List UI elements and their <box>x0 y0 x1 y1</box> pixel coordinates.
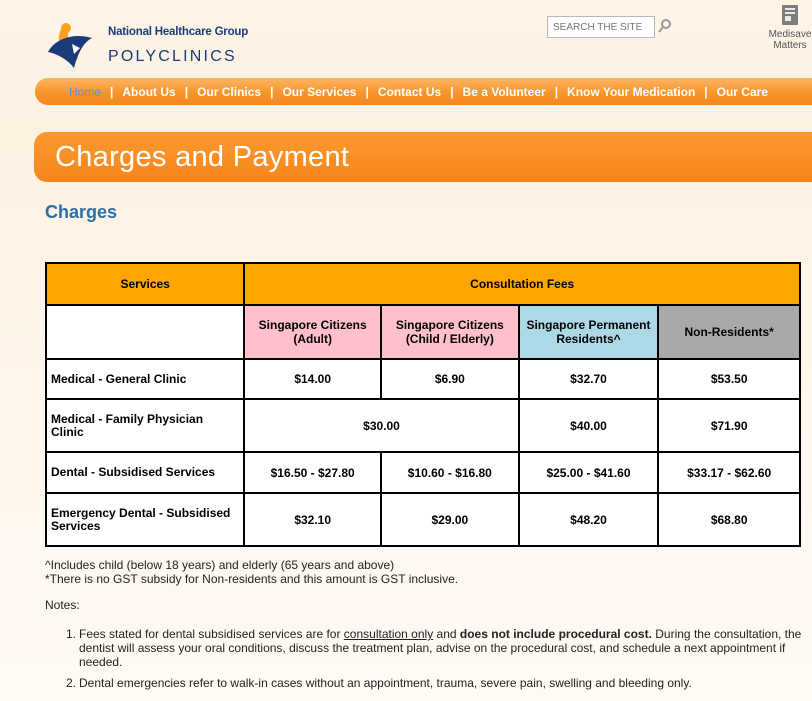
note-text: Dental emergencies refer to walk-in cases without an appointment, trauma, severe pain, swelling and bleeding only. <box>79 676 692 690</box>
table-header-row <box>46 263 800 305</box>
notes-list <box>66 627 802 690</box>
table-row <box>46 452 800 493</box>
service-name-line: Medical - Family Physician <box>51 411 204 426</box>
fee-cell: $71.90 <box>658 399 800 452</box>
col-header-permanent-residents <box>519 305 659 359</box>
medisave-label-line2: Matters <box>773 40 807 51</box>
header-line: Residents^ <box>556 332 621 346</box>
header-line: Singapore Permanent <box>526 318 651 332</box>
header-line: (Child / Elderly) <box>405 332 494 346</box>
list-item <box>66 676 802 690</box>
search-input[interactable] <box>547 16 655 38</box>
nav-our-clinics[interactable]: Our Clinics <box>197 84 262 99</box>
fees-table <box>45 262 801 547</box>
nav-separator: | <box>270 84 274 99</box>
nav-separator: | <box>365 84 369 99</box>
note-text: and <box>433 627 460 641</box>
page-title: Charges and Payment <box>55 141 350 173</box>
nav-our-services[interactable]: Our Services <box>282 84 357 99</box>
nav-separator: | <box>450 84 454 99</box>
note-link-consultation-only[interactable]: consultation only <box>343 627 434 641</box>
table-row <box>46 399 800 452</box>
footnote-asterisk: *There is no GST subsidy for Non-residents and this amount is GST inclusive. <box>45 572 459 586</box>
header-line: Non-Residents* <box>684 325 774 339</box>
fee-cell: $32.10 <box>244 493 381 546</box>
nav-home[interactable]: Home <box>69 84 102 99</box>
fee-cell: $30.00 <box>244 399 518 452</box>
service-name <box>46 493 244 546</box>
logo-org-name: National Healthcare Group <box>108 26 249 38</box>
col-header-citizens-adult <box>244 305 381 359</box>
col-header-consultation-fees: Consultation Fees <box>244 263 800 305</box>
nav-separator: | <box>554 84 559 99</box>
fee-cell: $68.80 <box>658 493 800 546</box>
search-icon[interactable] <box>658 18 672 34</box>
nav-know-your-medication[interactable]: Know Your Medication <box>567 84 696 99</box>
service-name <box>46 399 244 452</box>
service-name: Dental - Subsidised Services <box>46 452 244 493</box>
nav-our-care[interactable]: Our Care <box>716 84 768 99</box>
nav-separator: | <box>110 84 114 99</box>
service-name-line: Services <box>51 518 101 533</box>
fee-cell: $33.17 - $62.60 <box>658 452 800 493</box>
service-name: Medical - General Clinic <box>46 359 244 399</box>
notes-label: Notes: <box>45 598 80 612</box>
nav-be-a-volunteer[interactable]: Be a Volunteer <box>462 84 546 99</box>
fee-cell: $14.00 <box>244 359 381 399</box>
fee-cell: $53.50 <box>658 359 800 399</box>
logo-mark-icon <box>44 18 98 72</box>
section-heading: Charges <box>45 202 118 222</box>
nav-about-us[interactable]: About Us <box>122 84 176 99</box>
service-name-line: Emergency Dental - Subsidised <box>51 505 231 520</box>
medisave-label-line1: Medisave <box>768 29 812 40</box>
page-title-banner <box>34 132 812 182</box>
header-line: Singapore Citizens <box>258 318 367 332</box>
fee-cell: $6.90 <box>381 359 519 399</box>
fee-cell: $25.00 - $41.60 <box>519 452 659 493</box>
list-item <box>66 627 802 669</box>
note-number: 1. <box>66 627 77 641</box>
nav-separator: | <box>704 84 708 99</box>
fee-cell: $40.00 <box>519 399 659 452</box>
col-header-citizens-child-elderly <box>381 305 519 359</box>
table-subheader-row <box>46 305 800 359</box>
logo-polyclinics: POLYCLINICS <box>108 48 237 65</box>
empty-cell <box>46 305 244 359</box>
note-text: During the consultation, the dentist will assess your oral conditions, discuss the treatment plan, advise on the procedural cost, and schedule a next appointment if needed. <box>79 627 802 669</box>
table-row <box>46 359 800 399</box>
note-emphasis: does not include procedural cost. <box>459 627 652 641</box>
table-row <box>46 493 800 546</box>
fee-cell: $48.20 <box>519 493 659 546</box>
fee-cell: $29.00 <box>381 493 519 546</box>
nav-contact-us[interactable]: Contact Us <box>377 84 442 99</box>
fee-cell: $16.50 - $27.80 <box>244 452 381 493</box>
nhg-logo[interactable] <box>44 18 264 72</box>
col-header-non-residents <box>658 305 800 359</box>
note-text: Fees stated for dental subsidised services are for <box>79 627 344 641</box>
nav-separator: | <box>184 84 189 99</box>
header-line: (Adult) <box>293 332 332 346</box>
main-nav <box>35 78 812 105</box>
service-name-line: Clinic <box>51 424 84 439</box>
fee-cell: $32.70 <box>519 359 659 399</box>
header-line: Singapore Citizens <box>395 318 504 332</box>
footnote-caret: ^Includes child (below 18 years) and elderly (65 years and above) <box>45 558 395 572</box>
fee-cell: $10.60 - $16.80 <box>381 452 519 493</box>
col-header-services: Services <box>46 263 244 305</box>
note-number: 2. <box>66 676 77 690</box>
medisave-matters-link[interactable] <box>760 4 812 51</box>
document-icon <box>781 4 799 26</box>
